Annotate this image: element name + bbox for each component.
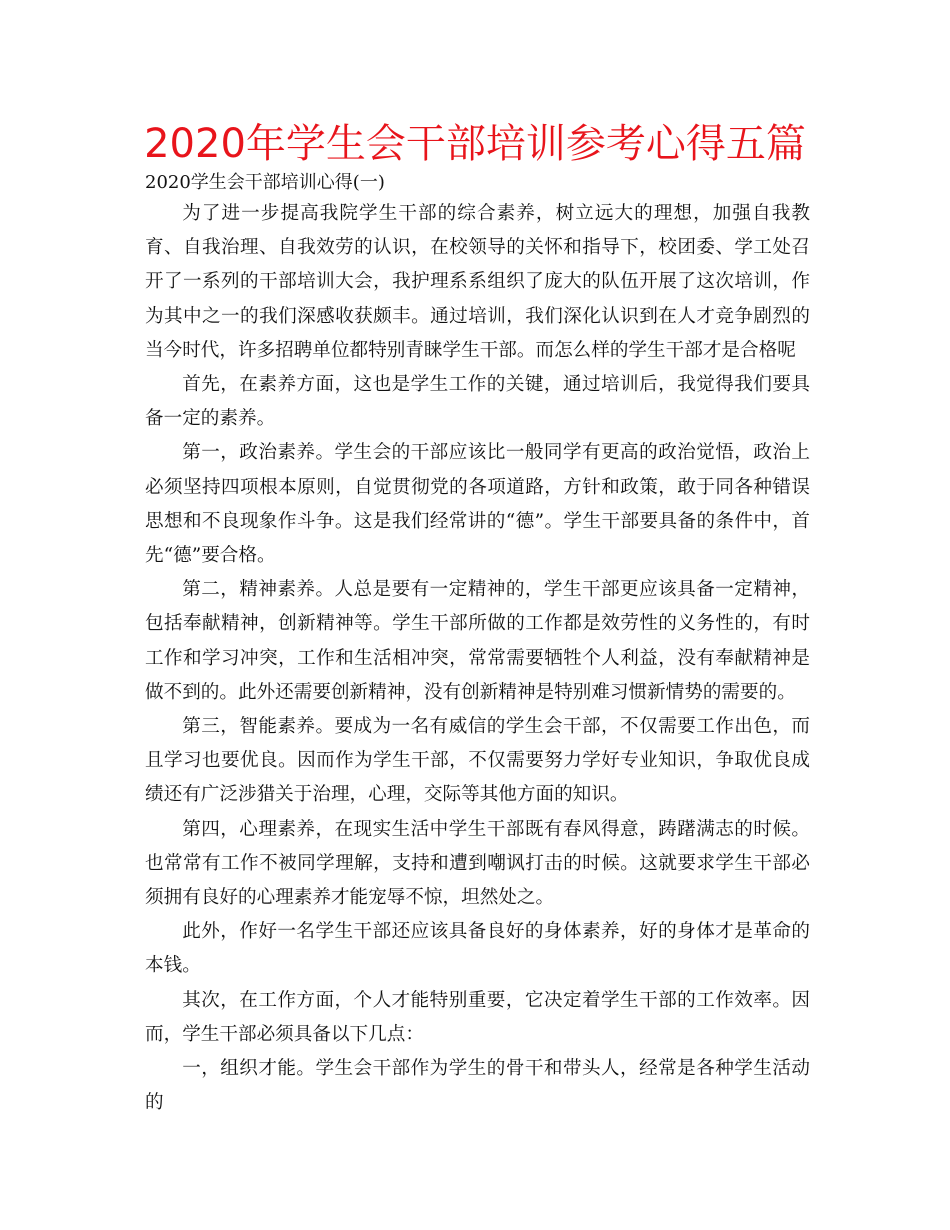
paragraph-4: 第二，精神素养。人总是要有一定精神的，学生干部更应该具备一定精神，包括奉献精神，创新精神等。学生干部所做的工作都是效劳性的义务性的，有时工作和学习冲突，工作和生活相冲突，常常需要牺牲个人利益，没有奉献精神是做不到的。此外还需要创新精神，没有创新精神是特别难习惯新情势的需要的。 <box>145 579 810 703</box>
paragraph-9: 一，组织才能。学生会干部作为学生的骨干和带头人，经常是各种学生活动的 <box>145 1058 810 1114</box>
paragraph-8: 其次，在工作方面，个人才能特别重要，它决定着学生干部的工作效率。因而，学生干部必须具备以下几点： <box>145 989 810 1045</box>
paragraph-3: 第一，政治素养。学生会的干部应该比一般同学有更高的政治觉悟，政治上必须坚持四项根本原则，自觉贯彻党的各项道路，方针和政策，敢于同各种错误思想和不良现象作斗争。这是我们经常讲的“德”。学生干部要具备的条件中，首先“德”要合格。 <box>145 442 810 567</box>
paragraph-1: 为了进一步提高我院学生干部的综合素养，树立远大的理想，加强自我教育、自我治理、自我效劳的认识，在校领导的关怀和指导下，校团委、学工处召开了一系列的干部培训大会，我护理系系组织了庞大的队伍开展了这次培训，作为其中之一的我们深感收获颇丰。通过培训，我们深化认识到在人才竞争剧烈的当今时代，许多招聘单位都特别青睐学生干部。而怎么样的学生干部才是合格呢 <box>145 203 810 361</box>
paragraph-2: 首先，在素养方面，这也是学生工作的关键，通过培训后，我觉得我们要具备一定的素养。 <box>145 374 810 430</box>
paragraph-7: 此外，作好一名学生干部还应该具备良好的身体素养，好的身体才是革命的本钱。 <box>145 921 810 977</box>
paragraph-6: 第四，心理素养，在现实生活中学生干部既有春风得意，踌躇满志的时候。也常常有工作不被同学理解，支持和遭到嘲讽打击的时候。这就要求学生干部必须拥有良好的心理素养才能宠辱不惊，坦然处之。 <box>145 818 810 909</box>
section-subtitle: 2020学生会干部培训心得(一) <box>145 172 385 193</box>
document-title: 2020年学生会干部培训参考心得五篇 <box>144 121 806 167</box>
paragraph-5: 第三，智能素养。要成为一名有威信的学生会干部，不仅需要工作出色，而且学习也要优良。因而作为学生干部，不仅需要努力学好专业知识，争取优良成绩还有广泛涉猎关于治理，心理，交际等其他方面的知识。 <box>145 716 810 806</box>
document-body <box>145 197 810 1120</box>
